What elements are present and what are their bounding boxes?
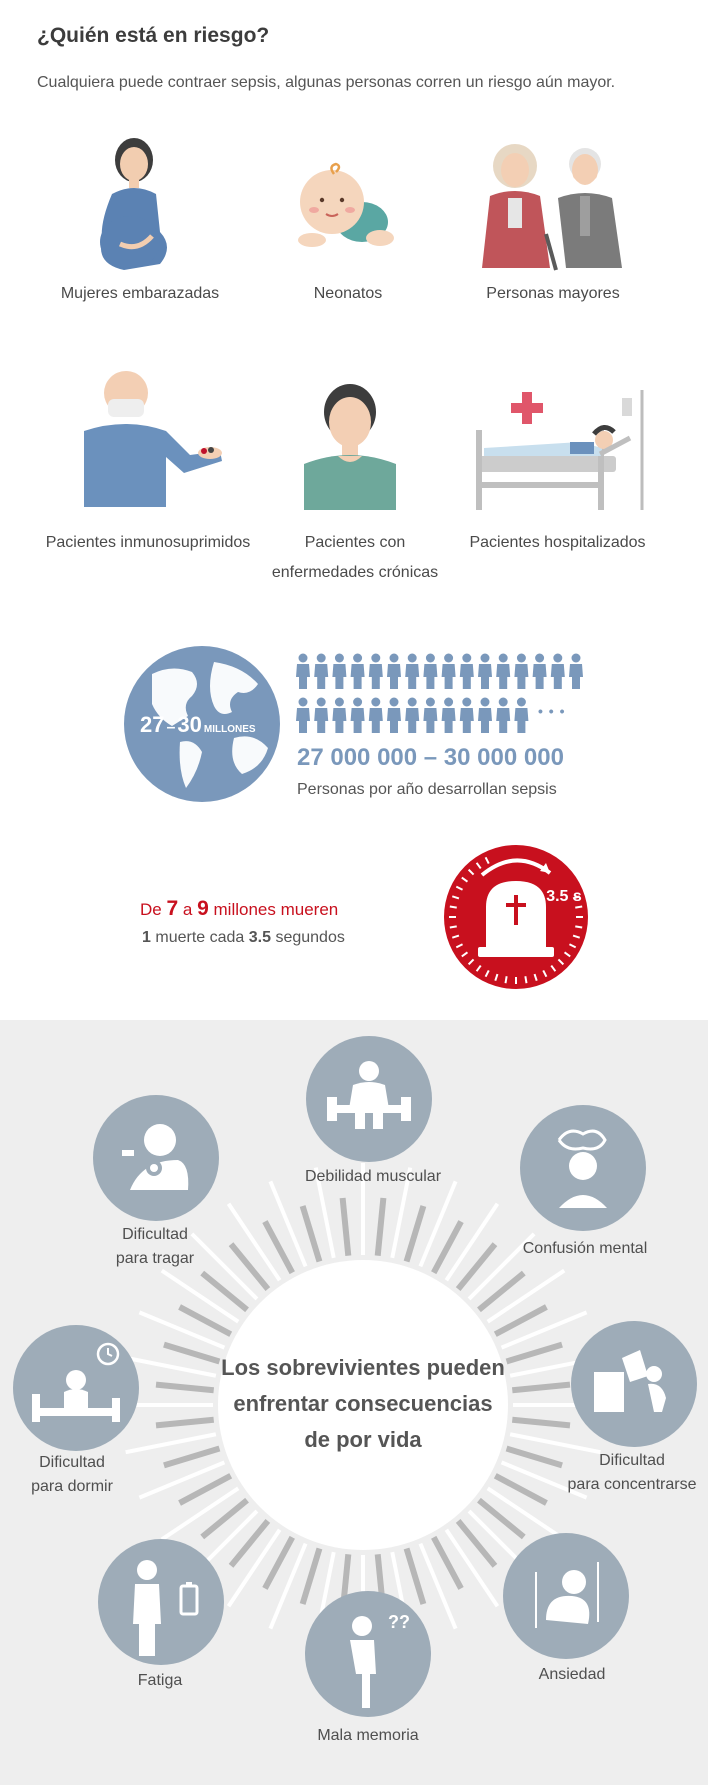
- deaths-de: De: [140, 900, 162, 919]
- timer-tick: [575, 926, 582, 927]
- consequence-label-anxiety: [472, 1663, 672, 1687]
- consequence-label-sleep: [0, 1451, 172, 1499]
- risk-label-newborn: Neonatos: [313, 285, 383, 302]
- timer-tick: [506, 976, 507, 983]
- risk-label-chronic-line2: enfermedades crónicas: [271, 564, 439, 581]
- cons-6-line2: para dormir: [31, 1478, 113, 1495]
- cons-7-line2: para tragar: [115, 1250, 195, 1267]
- person-icon: [296, 698, 310, 734]
- consequence-label-muscle: [273, 1165, 473, 1189]
- poor-memory-icon: [304, 1590, 432, 1718]
- person-icon: [514, 698, 528, 734]
- page-title: ¿Quién está en riesgo?: [37, 24, 270, 47]
- concentration-icon: [570, 1320, 698, 1448]
- person-icon: [405, 698, 419, 734]
- timer-tick: [450, 907, 457, 908]
- globe-num-a: 27: [140, 712, 165, 737]
- person-icon: [405, 654, 419, 690]
- cons-3-line1: Ansiedad: [538, 1666, 606, 1683]
- burst-ray: [407, 1206, 424, 1262]
- person-icon: [496, 698, 510, 734]
- burst-ray: [303, 1206, 320, 1262]
- burst-ray: [420, 1181, 455, 1266]
- deaths-max: 9: [197, 897, 209, 920]
- death-rate-secs: 3.5: [248, 929, 271, 946]
- cons-4-line1: Mala memoria: [317, 1727, 419, 1744]
- person-icon: [569, 654, 583, 690]
- fatigue-icon: [97, 1538, 225, 1666]
- person-icon: [351, 654, 365, 690]
- people-range: 27 000 000 – 30 000 000: [297, 744, 564, 771]
- elderly-couple-icon: [470, 138, 640, 273]
- death-rate-one: 1: [142, 929, 151, 946]
- person-icon: [314, 698, 328, 734]
- cons-2-line2: para concentrarse: [567, 1476, 697, 1493]
- burst-ray: [512, 1385, 570, 1391]
- person-icon: [423, 698, 437, 734]
- consequence-label-memory: [268, 1724, 468, 1748]
- deaths-min: 7: [166, 897, 179, 920]
- muscle-weakness-icon: [305, 1035, 433, 1163]
- person-icon: [332, 654, 346, 690]
- globe-dash: –: [166, 719, 176, 736]
- burst-ray: [507, 1345, 563, 1362]
- person-icon: [369, 654, 383, 690]
- hospital-bed-icon: [470, 390, 670, 515]
- person-icon: [351, 698, 365, 734]
- person-icon: [478, 698, 492, 734]
- center-line-2: enfrentar consecuencias: [233, 1391, 493, 1416]
- burst-ray: [164, 1345, 220, 1362]
- person-icon: [314, 654, 328, 690]
- center-line-3: de por vida: [304, 1427, 422, 1452]
- pregnant-woman-icon: [90, 132, 180, 272]
- risk-label-immunosuppressed: Pacientes inmunosuprimidos: [45, 534, 251, 551]
- deaths-a: a: [182, 900, 193, 919]
- deaths-line: [140, 897, 338, 921]
- person-icon: [387, 698, 401, 734]
- burst-ray: [270, 1544, 305, 1629]
- death-rate-line: [142, 929, 345, 947]
- death-rate-every: muerte cada: [155, 929, 245, 946]
- burst-ray: [512, 1420, 570, 1426]
- center-line-1: Los sobrevivientes pueden: [221, 1355, 505, 1380]
- timer-tick: [575, 907, 582, 908]
- globe-num-b: 30: [177, 712, 202, 737]
- cons-0-line1: Debilidad muscular: [304, 1168, 442, 1185]
- consequence-label-swallowing: [55, 1223, 255, 1271]
- death-timer-icon: [442, 843, 590, 991]
- people-pictogram-grid: [296, 653, 596, 735]
- person-icon: [296, 654, 310, 690]
- risk-label-hospitalized: Pacientes hospitalizados: [469, 534, 646, 551]
- baby-icon: [290, 160, 400, 255]
- burst-ray: [156, 1420, 214, 1426]
- person-icon: [551, 654, 565, 690]
- person-icon: [387, 654, 401, 690]
- burst-ray: [156, 1385, 214, 1391]
- consequence-label-fatigue: [60, 1669, 260, 1693]
- chronic-patient-icon: [300, 382, 400, 512]
- sleep-difficulty-icon: [12, 1324, 140, 1452]
- consequence-label-confusion: [485, 1237, 685, 1261]
- swallowing-difficulty-icon: [92, 1094, 220, 1222]
- person-icon: [442, 654, 456, 690]
- person-icon: [496, 654, 510, 690]
- page-subtitle: Cualquiera puede contraer sepsis, algunas personas corren un riesgo aún mayor.: [37, 74, 616, 91]
- burst-ray: [270, 1181, 305, 1266]
- burst-ray: [378, 1198, 384, 1256]
- person-icon: [332, 698, 346, 734]
- center-statement: [213, 1350, 513, 1458]
- person-icon: [442, 698, 456, 734]
- risk-label-elderly: Personas mayores: [486, 285, 620, 302]
- timer-tick: [450, 926, 457, 927]
- person-icon: [460, 698, 474, 734]
- person-icon: [369, 698, 383, 734]
- burst-ray: [139, 1312, 224, 1347]
- svg-text:??: ??: [388, 1612, 410, 1632]
- globe-unit: MILLONES: [203, 724, 256, 735]
- immunosuppressed-patient-icon: [80, 365, 230, 510]
- person-icon: [423, 654, 437, 690]
- death-rate-unit: segundos: [275, 929, 345, 946]
- cons-5-line1: Fatiga: [137, 1672, 183, 1689]
- anxiety-icon: [502, 1532, 630, 1660]
- people-ellipsis: • • •: [538, 703, 566, 719]
- cons-6-line1: Dificultad: [39, 1454, 105, 1471]
- burst-ray: [164, 1449, 220, 1466]
- person-icon: [533, 654, 547, 690]
- risk-label-chronic-line1: Pacientes con: [304, 534, 406, 551]
- people-caption: Personas por año desarrollan sepsis: [297, 781, 557, 798]
- deaths-rest: millones mueren: [213, 900, 339, 919]
- person-icon: [478, 654, 492, 690]
- cons-7-line1: Dificultad: [122, 1226, 188, 1243]
- cons-2-line1: Dificultad: [599, 1452, 665, 1469]
- person-icon: [514, 654, 528, 690]
- person-icon: [460, 654, 474, 690]
- risk-label-pregnant: Mujeres embarazadas: [60, 285, 220, 302]
- mental-confusion-icon: [519, 1104, 647, 1232]
- timer-tick: [525, 976, 526, 983]
- burst-ray: [343, 1198, 349, 1256]
- cons-1-line1: Confusión mental: [522, 1240, 648, 1257]
- globe-stat: [140, 712, 280, 748]
- timer-label: 3.5 s: [546, 888, 582, 905]
- consequence-label-concentration: [532, 1449, 708, 1497]
